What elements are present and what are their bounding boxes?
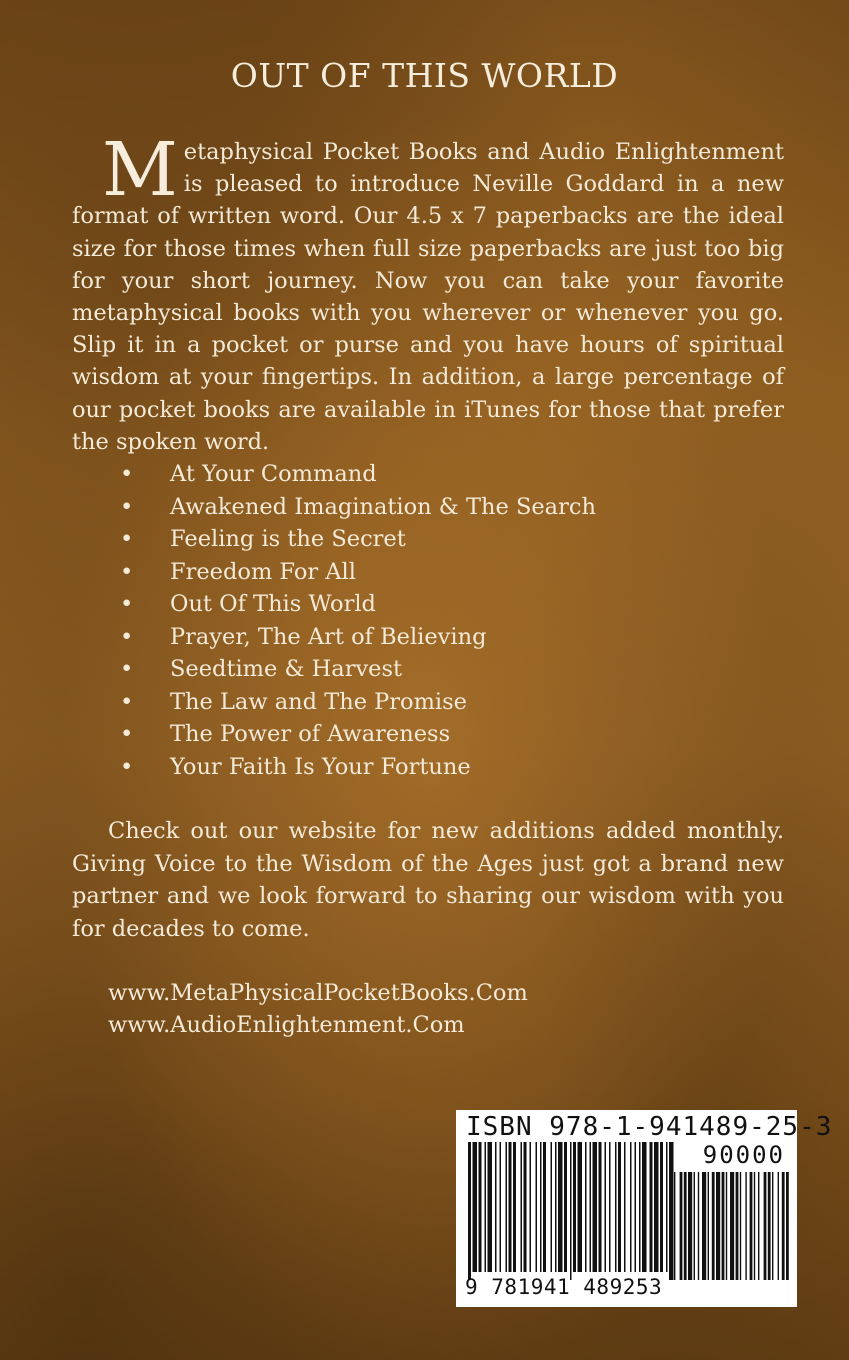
book-title-item: Seedtime & Harvest: [170, 656, 403, 682]
list-item: [120, 751, 596, 784]
list-item: [120, 491, 596, 524]
list-item: [120, 588, 596, 621]
bullet: •: [120, 656, 134, 682]
bullet: •: [120, 461, 134, 487]
bullet: •: [120, 558, 134, 585]
list-item: [120, 653, 596, 686]
book-title-item: Feeling is the Secret: [170, 526, 406, 552]
list-item: [120, 621, 596, 654]
list-item: [120, 556, 596, 589]
price-code: 90000: [702, 1141, 785, 1169]
bullet: •: [120, 493, 134, 520]
isbn-label: ISBN 978-1-941489-25-3: [466, 1112, 833, 1142]
bullet: •: [120, 623, 134, 650]
bullet: •: [120, 721, 134, 747]
list-item: [120, 718, 596, 751]
book-title: OUT OF THIS WORLD: [230, 56, 619, 95]
book-title-item: Prayer, The Art of Believing: [170, 623, 487, 650]
website-link-metaphysical: www.MetaPhysicalPocketBooks.Com: [108, 980, 528, 1006]
bullet: •: [120, 591, 134, 617]
outro-paragraph: Check out our website for new additions added monthly. Giving Voice to the Wisdom of the Ages just got a brand new partner and we look forward to sharing our wisdom with you for decades to come.: [72, 818, 784, 942]
book-title-item: Out Of This World: [170, 591, 376, 617]
book-list: [120, 458, 596, 783]
website-link-audio: www.AudioEnlightenment.Com: [108, 1012, 465, 1038]
book-title-item: The Power of Awareness: [170, 721, 451, 747]
list-item: [120, 686, 596, 719]
isbn-barcode: [456, 1110, 833, 1307]
bullet: •: [120, 688, 134, 715]
bullet: •: [120, 526, 134, 552]
bullet: •: [120, 753, 134, 780]
list-item: [120, 523, 596, 556]
barcode-digits: 9 781941 489253: [465, 1275, 663, 1299]
drop-cap: M: [102, 127, 178, 213]
intro-text: etaphysical Pocket Books and Audio Enlightenment is pleased to introduce Neville Goddard in a new format of written word. Our 4.5 x 7 paperbacks are the ideal size for those times when full size paperbacks are just too big for your short journey. Now you can take your favorite metaphysical books with you wherever or whenever you go. Slip it in a pocket or purse and you have hours of spiritual wisdom at your fingertips. In addition, a large percentage of our pocket books are available in iTunes for those that prefer the spoken word.: [72, 139, 784, 455]
book-title-item: Your Faith Is Your Fortune: [170, 753, 471, 780]
book-title-item: At Your Command: [170, 461, 377, 487]
list-item: [120, 458, 596, 491]
book-title-item: Freedom For All: [170, 558, 356, 585]
book-title-item: Awakened Imagination & The Search: [170, 493, 596, 520]
intro-paragraph: [72, 127, 784, 458]
book-title-item: The Law and The Promise: [170, 688, 467, 715]
